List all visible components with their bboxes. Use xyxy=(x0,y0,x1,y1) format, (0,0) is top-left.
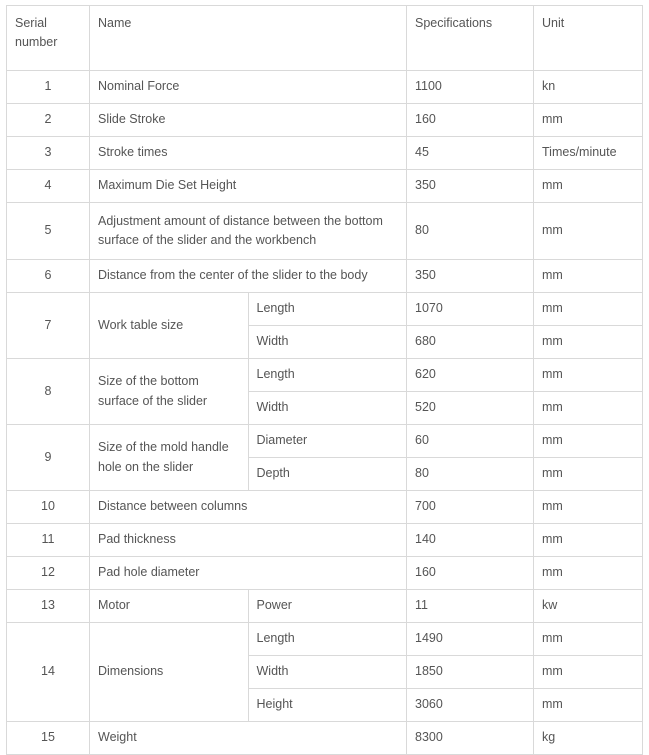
cell-serial: 8 xyxy=(7,359,90,425)
cell-subname: Height xyxy=(248,689,407,722)
table-row xyxy=(7,425,643,458)
cell-spec: 350 xyxy=(407,170,534,203)
table-row xyxy=(7,359,643,392)
cell-name: Size of the mold handle hole on the slider xyxy=(90,425,249,491)
cell-unit: Times/minute xyxy=(534,137,643,170)
cell-spec: 80 xyxy=(407,203,534,260)
table-header-row xyxy=(7,6,643,71)
cell-subname: Length xyxy=(248,293,407,326)
cell-unit: mm xyxy=(534,293,643,326)
cell-name: Adjustment amount of distance between the bottom surface of the slider and the workbench xyxy=(90,203,407,260)
cell-spec: 60 xyxy=(407,425,534,458)
cell-name: Distance from the center of the slider to the body xyxy=(90,260,407,293)
cell-spec: 680 xyxy=(407,326,534,359)
cell-name: Size of the bottom surface of the slider xyxy=(90,359,249,425)
cell-unit: mm xyxy=(534,656,643,689)
cell-spec: 11 xyxy=(407,590,534,623)
specification-table xyxy=(6,5,643,755)
cell-spec: 1100 xyxy=(407,71,534,104)
cell-unit: mm xyxy=(534,104,643,137)
table-row xyxy=(7,137,643,170)
cell-serial: 3 xyxy=(7,137,90,170)
cell-serial: 13 xyxy=(7,590,90,623)
cell-serial: 10 xyxy=(7,491,90,524)
cell-unit: mm xyxy=(534,491,643,524)
cell-serial: 14 xyxy=(7,623,90,722)
cell-spec: 160 xyxy=(407,104,534,137)
cell-name: Nominal Force xyxy=(90,71,407,104)
cell-subname: Length xyxy=(248,359,407,392)
cell-spec: 160 xyxy=(407,557,534,590)
cell-unit: mm xyxy=(534,524,643,557)
specification-sheet xyxy=(0,5,649,745)
table-row xyxy=(7,260,643,293)
cell-spec: 45 xyxy=(407,137,534,170)
table-row xyxy=(7,557,643,590)
table-row xyxy=(7,623,643,656)
table-row xyxy=(7,170,643,203)
cell-subname: Width xyxy=(248,392,407,425)
cell-unit: mm xyxy=(534,359,643,392)
cell-name: Pad thickness xyxy=(90,524,407,557)
cell-name: Work table size xyxy=(90,293,249,359)
cell-name: Dimensions xyxy=(90,623,249,722)
table-row xyxy=(7,104,643,137)
cell-unit: mm xyxy=(534,689,643,722)
cell-spec: 1850 xyxy=(407,656,534,689)
table-row xyxy=(7,203,643,260)
cell-unit: mm xyxy=(534,425,643,458)
cell-unit: mm xyxy=(534,458,643,491)
header-unit: Unit xyxy=(534,6,643,71)
cell-spec: 8300 xyxy=(407,722,534,755)
cell-spec: 700 xyxy=(407,491,534,524)
cell-unit: kw xyxy=(534,590,643,623)
cell-name: Motor xyxy=(90,590,249,623)
cell-name: Distance between columns xyxy=(90,491,407,524)
cell-subname: Length xyxy=(248,623,407,656)
cell-unit: mm xyxy=(534,326,643,359)
cell-unit: mm xyxy=(534,203,643,260)
table-row xyxy=(7,293,643,326)
cell-subname: Diameter xyxy=(248,425,407,458)
cell-unit: mm xyxy=(534,170,643,203)
cell-unit: mm xyxy=(534,623,643,656)
cell-serial: 1 xyxy=(7,71,90,104)
header-serial-number: Serial number xyxy=(7,6,90,71)
cell-name: Weight xyxy=(90,722,407,755)
cell-unit: mm xyxy=(534,392,643,425)
cell-spec: 80 xyxy=(407,458,534,491)
cell-subname: Width xyxy=(248,656,407,689)
cell-subname: Depth xyxy=(248,458,407,491)
cell-name: Stroke times xyxy=(90,137,407,170)
cell-name: Pad hole diameter xyxy=(90,557,407,590)
cell-unit: kg xyxy=(534,722,643,755)
cell-name: Slide Stroke xyxy=(90,104,407,137)
cell-spec: 620 xyxy=(407,359,534,392)
cell-name: Maximum Die Set Height xyxy=(90,170,407,203)
cell-unit: mm xyxy=(534,557,643,590)
cell-spec: 3060 xyxy=(407,689,534,722)
table-row xyxy=(7,590,643,623)
cell-spec: 140 xyxy=(407,524,534,557)
cell-serial: 11 xyxy=(7,524,90,557)
cell-serial: 7 xyxy=(7,293,90,359)
header-specifications: Specifications xyxy=(407,6,534,71)
table-row xyxy=(7,722,643,755)
table-row xyxy=(7,71,643,104)
cell-serial: 15 xyxy=(7,722,90,755)
cell-serial: 4 xyxy=(7,170,90,203)
cell-unit: mm xyxy=(534,260,643,293)
cell-serial: 12 xyxy=(7,557,90,590)
table-row xyxy=(7,491,643,524)
cell-serial: 9 xyxy=(7,425,90,491)
cell-subname: Width xyxy=(248,326,407,359)
cell-serial: 5 xyxy=(7,203,90,260)
header-name: Name xyxy=(90,6,407,71)
cell-serial: 6 xyxy=(7,260,90,293)
cell-spec: 350 xyxy=(407,260,534,293)
table-row xyxy=(7,524,643,557)
cell-spec: 1070 xyxy=(407,293,534,326)
cell-spec: 1490 xyxy=(407,623,534,656)
cell-spec: 520 xyxy=(407,392,534,425)
cell-serial: 2 xyxy=(7,104,90,137)
cell-unit: kn xyxy=(534,71,643,104)
cell-subname: Power xyxy=(248,590,407,623)
